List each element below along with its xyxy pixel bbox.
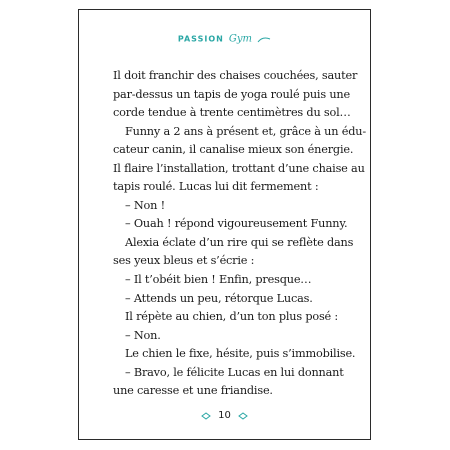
text-line: corde tendue à trente centimètres du sol… [113, 106, 351, 120]
text-line: cateur canin, il canalise mieux son énergie. [113, 143, 354, 157]
text-line: ses yeux bleus et s’écrie : [113, 254, 255, 268]
swoosh-icon [257, 36, 271, 44]
text-line: Il flaire l’installation, trottant d’une chaise au [113, 161, 365, 175]
text-line: Le chien le fixe, hésite, puis s’immobilise. [125, 347, 356, 361]
text-line: Alexia éclate d’un rire qui se reflète dans [125, 235, 354, 249]
dialogue-line: – Attends un peu, rétorque Lucas. [125, 291, 313, 305]
book-page [78, 9, 371, 440]
page-footer [79, 408, 370, 423]
text-line: par-dessus un tapis de yoga roulé puis une [113, 87, 350, 101]
body-text [113, 67, 366, 401]
text-line: tapis roulé. Lucas lui dit fermement : [113, 180, 319, 194]
diamond-ornament-icon [201, 412, 211, 420]
text-line: Funny a 2 ans à présent et, grâce à un édu- [125, 124, 366, 138]
series-logo [79, 32, 370, 47]
text-line: Il répète au chien, d’un ton plus posé : [125, 310, 339, 324]
dialogue-line: – Ouah ! répond vigoureusement Funny. [125, 217, 348, 231]
text-line: une caresse et une friandise. [113, 384, 273, 398]
dialogue-line: – Non ! [125, 198, 165, 212]
dialogue-line: – Bravo, le félicite Lucas en lui donnant [125, 365, 344, 379]
series-logo-script: Gym [228, 33, 253, 45]
dialogue-line: – Non. [125, 328, 161, 342]
dialogue-line: – Il t’obéit bien ! Enfin, presque… [125, 273, 312, 287]
series-logo-word: PASSION [177, 34, 224, 44]
page-number: 10 [218, 409, 231, 421]
diamond-ornament-icon [238, 412, 248, 420]
text-line: Il doit franchir des chaises couchées, sauter [113, 69, 358, 82]
